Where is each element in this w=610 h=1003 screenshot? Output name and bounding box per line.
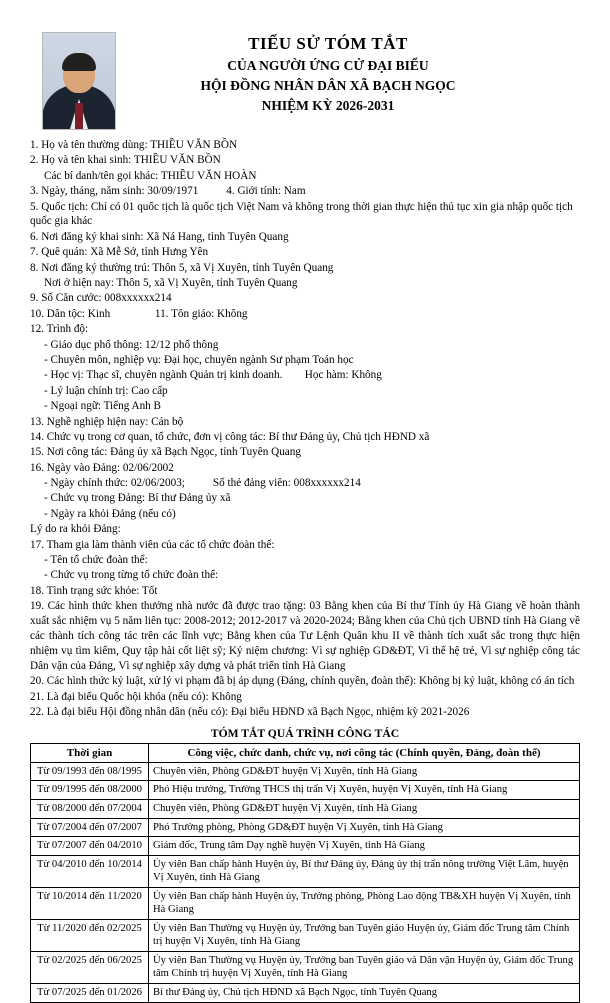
cell-detail: Chuyên viên, Phòng GD&ĐT huyện Vị Xuyên, tỉnh Hà Giang [149, 800, 580, 819]
column-header-detail: Công việc, chức danh, chức vụ, nơi công tác (Chính quyền, Đảng, đoàn thể) [149, 743, 580, 762]
biography-line: - Ngày ra khỏi Đảng (nếu có) [44, 507, 176, 520]
document-subtitle-1: CỦA NGƯỜI ỨNG CỬ ĐẠI BIỂU [227, 58, 429, 73]
biography-line: - Ngày chính thức: 02/06/2003; Số thẻ đảng viên: 008xxxxxx214 [44, 477, 361, 490]
table-row [31, 762, 580, 781]
biography-line: 18. Tình trạng sức khỏe: Tốt [30, 584, 158, 597]
table-body [31, 762, 580, 1002]
table-row [31, 887, 580, 919]
document-term: NHIỆM KỲ 2026-2031 [261, 98, 395, 113]
biography-line: 8. Nơi đăng ký thường trú: Thôn 5, xã Vị Xuyên, tỉnh Tuyên Quang [30, 261, 334, 274]
biography-line: Các bí danh/tên gọi khác: THIỀU VĂN HOÀN [44, 169, 257, 182]
table-row [31, 818, 580, 837]
cell-period: Từ 04/2010 đến 10/2014 [31, 855, 149, 887]
table-row [31, 919, 580, 951]
biography-line: 19. Các hình thức khen thưởng nhà nước đã được trao tặng: 03 Bằng khen của Bí thư Tỉnh ủy Hà Giang về hoàn thành xuất sắc nhiệm vụ 5 năm liên tục: 2008-2012; 2012-2017 và 2020-2024; Bằng khen của Chủ tịch UBND tỉnh Hà Giang về các thành tích công tác trên các lĩnh vực; Bằng khen của Tư Lệnh Quân khu II về thành tích xuất sắc trong thực hiện nhiệm vụ tìm kiếm, Quy tập hài cốt liệt sỹ; Kỷ niệm chương: Vì sự nghiệp GD&ĐT, Vì thế hệ trẻ, Vì sự nghiệp công tác Dân vận của Đảng, Vì sự nghiệp xây dựng và phát triển tỉnh Hà Giang [30, 600, 583, 672]
cell-period: Từ 10/2014 đến 11/2020 [31, 887, 149, 919]
biography-line: 15. Nơi công tác: Đảng ủy xã Bạch Ngọc, tỉnh Tuyên Quang [30, 446, 301, 459]
work-history-table [30, 743, 580, 1003]
cell-period: Từ 07/2025 đến 01/2026 [31, 984, 149, 1003]
cell-detail: Ủy viên Ban chấp hành Huyện ủy, Bí thư Đảng ủy, Đảng ủy thị trấn nông trường Việt Lâm, huyện Vị Xuyên, tỉnh Hà Giang [149, 855, 580, 887]
photo-tie [75, 103, 83, 129]
biography-line: 22. Là đại biểu Hội đồng nhân dân (nếu có): Đại biểu HĐND xã Bạch Ngọc, nhiệm kỳ 2021-2026 [30, 705, 470, 718]
cell-detail: Bí thư Đảng ủy, Chủ tịch HĐND xã Bạch Ngọc, tỉnh Tuyên Quang [149, 984, 580, 1003]
biography-line: 5. Quốc tịch: Chỉ có 01 quốc tịch là quốc tịch Việt Nam và không trong thời gian thực hiện thủ tục xin gia nhập quốc tịch quốc gia khác [30, 200, 576, 228]
table-header-row [31, 743, 580, 762]
table-row [31, 855, 580, 887]
biography-line: 12. Trình độ: [30, 323, 89, 336]
cell-detail: Phó Hiệu trưởng, Trường THCS thị trấn Vị Xuyên, huyện Vị Xuyên, tỉnh Hà Giang [149, 781, 580, 800]
column-header-period: Thời gian [31, 743, 149, 762]
biography-body [30, 138, 583, 720]
biography-line: - Lý luận chính trị: Cao cấp [44, 384, 168, 397]
table-row [31, 837, 580, 856]
cell-detail: Giám đốc, Trung tâm Dạy nghề huyện Vị Xuyên, tỉnh Hà Giang [149, 837, 580, 856]
biography-line: - Chuyên môn, nghiệp vụ: Đại học, chuyên ngành Sư phạm Toán học [44, 353, 354, 366]
biography-line: 14. Chức vụ trong cơ quan, tổ chức, đơn vị công tác: Bí thư Đảng ủy, Chủ tịch HĐND xã [30, 430, 430, 443]
biography-line: 16. Ngày vào Đảng: 02/06/2002 [30, 461, 174, 474]
document-header [30, 28, 580, 130]
table-row [31, 951, 580, 983]
biography-line: - Chức vụ trong Đảng: Bí thư Đảng ủy xã [44, 492, 231, 505]
biography-line: 21. Là đại biểu Quốc hội khóa (nếu có): Không [30, 690, 242, 703]
biography-line: 17. Tham gia làm thành viên của các tổ chức đoàn thể: [30, 538, 275, 551]
cell-detail: Chuyên viên, Phòng GD&ĐT huyện Vị Xuyên, tỉnh Hà Giang [149, 762, 580, 781]
cell-period: Từ 08/2000 đến 07/2004 [31, 800, 149, 819]
title-block [116, 28, 580, 114]
cell-period: Từ 02/2025 đến 06/2025 [31, 951, 149, 983]
biography-line: - Học vị: Thạc sĩ, chuyên ngành Quản trị kinh doanh. Học hàm: Không [44, 369, 382, 382]
biography-line: Lý do ra khỏi Đảng: [30, 523, 121, 536]
photo-hair [62, 53, 96, 71]
biography-line: - Chức vụ trong từng tổ chức đoàn thể: [44, 569, 219, 582]
table-row [31, 781, 580, 800]
biography-line: 6. Nơi đăng ký khai sinh: Xã Ná Hang, tỉnh Tuyên Quang [30, 230, 289, 243]
cell-period: Từ 07/2004 đến 07/2007 [31, 818, 149, 837]
biography-line: Nơi ở hiện nay: Thôn 5, xã Vị Xuyên, tỉnh Tuyên Quang [44, 277, 298, 290]
portrait-photo [42, 32, 116, 130]
table-row [31, 984, 580, 1003]
biography-line: 10. Dân tộc: Kinh 11. Tôn giáo: Không [30, 307, 248, 320]
biography-line: 2. Họ và tên khai sinh: THIỀU VĂN BỒN [30, 154, 221, 167]
biography-line: 13. Nghề nghiệp hiện nay: Cán bộ [30, 415, 184, 428]
cell-detail: Ủy viên Ban Thường vụ Huyện ủy, Trưởng ban Tuyên giáo và Dân vận Huyện ủy, Giám đốc Trung tâm Chính trị huyện Vị Xuyên, tỉnh Hà Giang [149, 951, 580, 983]
cell-detail: Ủy viên Ban Thường vụ Huyện ủy, Trưởng ban Tuyên giáo Huyện ủy, Giám đốc Trung tâm Chính trị huyện Vị Xuyên, tỉnh Hà Giang [149, 919, 580, 951]
biography-line: 20. Các hình thức kỷ luật, xử lý vi phạm đã bị áp dụng (Đảng, chính quyền, đoàn thể): Không bị kỷ luật, không có án tích [30, 675, 575, 688]
biography-line: 1. Họ và tên thường dùng: THIỀU VĂN BỒN [30, 139, 238, 151]
cell-detail: Ủy viên Ban chấp hành Huyện ủy, Trưởng phòng, Phòng Lao động TB&XH huyện Vị Xuyên, tỉnh Hà Giang [149, 887, 580, 919]
work-history-title: TÓM TẮT QUÁ TRÌNH CÔNG TÁC [210, 726, 400, 740]
biography-line: 9. Số Căn cước: 008xxxxxx214 [30, 292, 172, 305]
document-title: TIỂU SỬ TÓM TẮT [248, 34, 408, 53]
cell-period: Từ 11/2020 đến 02/2025 [31, 919, 149, 951]
document-subtitle-2: HỘI ĐỒNG NHÂN DÂN XÃ BẠCH NGỌC [200, 78, 456, 93]
biography-line: 3. Ngày, tháng, năm sinh: 30/09/1971 4. Giới tính: Nam [30, 185, 306, 198]
cell-period: Từ 09/1995 đến 08/2000 [31, 781, 149, 800]
biography-line: - Tên tổ chức đoàn thể: [44, 554, 148, 567]
cell-period: Từ 07/2007 đến 04/2010 [31, 837, 149, 856]
cell-period: Từ 09/1993 đến 08/1995 [31, 762, 149, 781]
cell-detail: Phó Trưởng phòng, Phòng GD&ĐT huyện Vị Xuyên, tỉnh Hà Giang [149, 818, 580, 837]
biography-line: - Giáo dục phổ thông: 12/12 phổ thông [44, 338, 219, 351]
biography-line: - Ngoại ngữ: Tiếng Anh B [44, 400, 162, 413]
biography-line: 7. Quê quán: Xã Mễ Sở, tỉnh Hưng Yên [30, 246, 209, 259]
table-row [31, 800, 580, 819]
